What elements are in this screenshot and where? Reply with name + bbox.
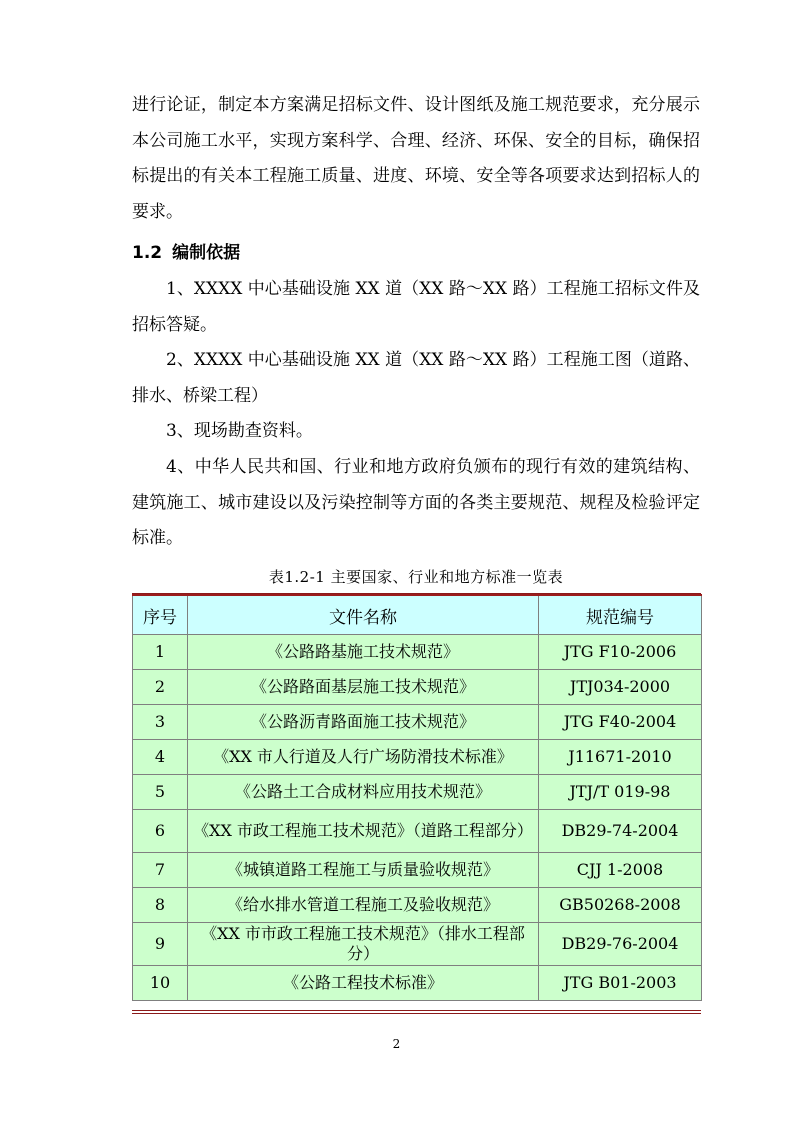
section-title: 编制依据 [172, 243, 241, 263]
cell-code: JTJ034-2000 [539, 670, 702, 705]
cell-code: CJJ 1-2008 [539, 853, 702, 888]
cell-name: 《公路工程技术标准》 [188, 966, 539, 1001]
cell-code: JTG B01-2003 [539, 966, 702, 1001]
cell-no: 5 [133, 775, 188, 810]
cell-code: DB29-74-2004 [539, 810, 702, 853]
cell-no: 10 [133, 966, 188, 1001]
cell-name: 《给水排水管道工程施工及验收规范》 [188, 888, 539, 923]
table-row [133, 670, 702, 705]
basis-item: 2、XXXX 中心基础设施 XX 道（XX 路～XX 路）工程施工图（道路、排水、桥梁工程） [132, 350, 700, 406]
cell-name: 《XX 市市政工程施工技术规范》（排水工程部分） [188, 923, 539, 966]
table-row [133, 888, 702, 923]
basis-item: 4、中华人民共和国、行业和地方政府负颁布的现行有效的建筑结构、建筑施工、城市建设以及污染控制等方面的各类主要规范、规程及检验评定标准。 [132, 457, 700, 548]
cell-no: 9 [133, 923, 188, 966]
header-no: 序号 [133, 595, 188, 635]
table-row [133, 705, 702, 740]
cell-name: 《XX 市人行道及人行广场防滑技术标准》 [188, 740, 539, 775]
cell-name: 《城镇道路工程施工与质量验收规范》 [188, 853, 539, 888]
table-bottom-rule [132, 1013, 701, 1014]
cell-code: J11671-2010 [539, 740, 702, 775]
cell-code: GB50268-2008 [539, 888, 702, 923]
table-caption: 表1.2-1 主要国家、行业和地方标准一览表 [268, 568, 564, 586]
cell-code: JTJ/T 019-98 [539, 775, 702, 810]
cell-no: 7 [133, 853, 188, 888]
page-number: 2 [392, 1037, 401, 1051]
table-header-row [133, 595, 702, 635]
cell-code: JTG F40-2004 [539, 705, 702, 740]
table-row [133, 966, 702, 1001]
section-number: 1.2 [132, 243, 163, 263]
cell-no: 1 [133, 635, 188, 670]
header-name: 文件名称 [188, 595, 539, 635]
table-row [133, 635, 702, 670]
cell-name: 《公路沥青路面施工技术规范》 [188, 705, 539, 740]
cell-code: DB29-76-2004 [539, 923, 702, 966]
cell-no: 3 [133, 705, 188, 740]
cell-name: 《公路土工合成材料应用技术规范》 [188, 775, 539, 810]
table-bottom-rule [132, 1010, 701, 1011]
basis-item: 1、XXXX 中心基础设施 XX 道（XX 路～XX 路）工程施工招标文件及招标答疑。 [132, 279, 700, 335]
table-row [133, 810, 702, 853]
basis-item: 3、现场勘查资料。 [166, 421, 313, 441]
cell-name: 《公路路面基层施工技术规范》 [188, 670, 539, 705]
standards-table [132, 594, 702, 1001]
cell-no: 8 [133, 888, 188, 923]
table-row [133, 775, 702, 810]
cell-no: 6 [133, 810, 188, 853]
section-heading [132, 238, 240, 268]
table-row [133, 740, 702, 775]
cell-no: 4 [133, 740, 188, 775]
cell-name: 《公路路基施工技术规范》 [188, 635, 539, 670]
cell-no: 2 [133, 670, 188, 705]
header-code: 规范编号 [539, 595, 702, 635]
cell-code: JTG F10-2006 [539, 635, 702, 670]
cell-name: 《XX 市政工程施工技术规范》（道路工程部分） [188, 810, 539, 853]
table-row [133, 853, 702, 888]
table-row [133, 923, 702, 966]
intro-paragraph: 进行论证，制定本方案满足招标文件、设计图纸及施工规范要求，充分展示本公司施工水平，实现方案科学、合理、经济、环保、安全的目标，确保招标提出的有关本工程施工质量、进度、环境、安全等各项要求达到招标人的要求。 [132, 95, 700, 222]
